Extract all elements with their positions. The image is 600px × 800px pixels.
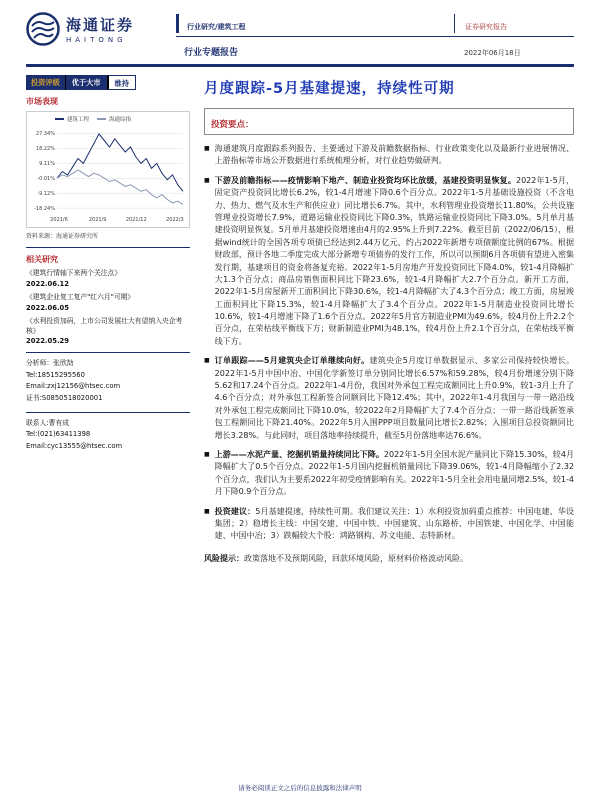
header-rule bbox=[26, 64, 574, 67]
related-item bbox=[26, 293, 190, 312]
report-header bbox=[26, 12, 574, 59]
brand-block bbox=[26, 12, 176, 46]
svg-text:27.34%: 27.34% bbox=[35, 131, 55, 138]
bullet-lead: 投资建议： bbox=[214, 506, 256, 516]
bullet-marker-icon: ■ bbox=[204, 357, 210, 365]
bullet-text: 海通建筑月度跟踪系列报告、主要通过下游及前瞻数据指标、行业政策变化以及最新行业进展情况、上游指标等市场公开数据进行系统梳理分析，对行业趋势做研判。 bbox=[214, 144, 574, 166]
chart-legend bbox=[29, 115, 187, 123]
svg-text:2021/12: 2021/12 bbox=[125, 217, 147, 223]
related-item-date: 2022.06.05 bbox=[26, 303, 69, 312]
brand-name-cn: 海通证券 bbox=[66, 16, 135, 34]
market-chart bbox=[26, 111, 190, 228]
bullet-marker-icon: ■ bbox=[204, 145, 210, 152]
related-item-date: 2022.06.12 bbox=[26, 279, 69, 288]
legend-label-1: 建筑工程 bbox=[67, 117, 90, 123]
main-content bbox=[204, 75, 574, 565]
report-category: 行业研究/建筑工程 bbox=[187, 23, 246, 31]
highlights-list bbox=[204, 143, 574, 543]
rating-bar bbox=[26, 75, 190, 90]
sidebar-divider bbox=[26, 352, 190, 353]
report-date: 2022年06月18日 bbox=[464, 49, 521, 57]
risk-label: 风险提示： bbox=[204, 553, 244, 563]
analyst-email: Email:zxj12156@htsec.com bbox=[26, 382, 121, 391]
brand-text bbox=[66, 14, 134, 44]
rating-status: 维持 bbox=[107, 75, 136, 90]
haitong-logo-icon bbox=[26, 12, 60, 46]
contact-name: 联系人:曹有成 bbox=[26, 418, 70, 427]
contact-tel: Tel:(021)63411398 bbox=[26, 430, 91, 439]
related-item-title: 《建筑企业复工复产"红六月"可期》 bbox=[26, 292, 135, 301]
sidebar-divider bbox=[26, 412, 190, 413]
risk-text: 政策落地不及预期风险，回款环境风险，原材料价格波动风险。 bbox=[244, 553, 468, 563]
svg-text:2021/6: 2021/6 bbox=[50, 217, 68, 223]
related-item bbox=[26, 269, 190, 288]
related-item-title: 《水利投资加码，上市公司发展壮大有望纳入央企考核》 bbox=[26, 316, 183, 335]
disclaimer-footer: 请务必阅读正文之后的信息披露和法律声明 bbox=[238, 784, 362, 792]
svg-text:-18.24%: -18.24% bbox=[34, 205, 55, 212]
report-type: 行业专题报告 bbox=[184, 48, 239, 58]
risk-warning bbox=[204, 553, 574, 565]
bullet-text: 2022年1-5月，固定资产投资同比增长6.2%，较1-4月增速下降0.6个百分点。2022年1-5月基础设施投资（不含电力、热力、燃气及水生产和供应业）同比增长6.7%。其中，水利管理业投资增长11.80%，公共设施管理业投资增长7.9%，道路运输业投资同比下降0.3%，铁路运输业投资同比下降3.0%。5月单月基建投资明显恢复。5月单月基建投资增速由4月的2.95%上升到7.22%。截至目前（2022/06/15），根据wind统计的全国各项专项债已经达到2.44万亿元，约占2022年新增专项债额度比例的67%。根据财政部，预计各地二季度完成大部分新增专项债券的发行工作，所以可以预期6月各项债有望进入密集发行期，基建项目的资金将备复充裕。2022年1-5月房地产开发投资同比下降4.0%，较1-4月降幅扩大1.3个百分点；商品房销售面积同比下降23.6%，较1-4月降幅扩大2.7个百分点。新开工方面，2022年1-5月房屋新开工面积同比下降30.6%，较1-4月降幅扩大了4.3个百分点；竣工方面，房屋竣工面积同比下降15.3%，较1-4月降幅扩大了3.4个百分点。2022年1-5月制造业投资同比增长10.6%，较1-4月增速下降了1.6个百分点。2022年5月官方制造业PMI为49.6%，较4月份上升2.2个百分点，在荣枯线平衡线下方；财新制造业PMI为48.1%，较4月份上升2.1个百分点，在荣枯线平衡线下方。 bbox=[214, 175, 574, 346]
sidebar-divider bbox=[26, 247, 190, 248]
svg-text:18.22%: 18.22% bbox=[35, 146, 55, 153]
rating-label: 投资评级 bbox=[26, 75, 65, 90]
contact-email: Email:cyc13555@htsec.com bbox=[26, 441, 123, 450]
svg-text:2021/9: 2021/9 bbox=[88, 217, 107, 223]
related-item bbox=[26, 317, 190, 346]
legend-label-2: 海通综指 bbox=[109, 117, 132, 123]
legend-swatch-1 bbox=[55, 118, 64, 120]
bullet-marker-icon: ■ bbox=[204, 507, 210, 515]
analyst-tel: Tel:18515295560 bbox=[26, 370, 85, 379]
market-chart-svg bbox=[29, 124, 187, 224]
report-series-label: 证券研究报告 bbox=[465, 23, 507, 31]
brand-name-en: HAITONG bbox=[66, 36, 127, 44]
bullet-text: 建筑央企5月度订单数据显示、多家公司保持较快增长。2022年1-5月中国中冶、中国化学新签订单分别同比增长6.57%和59.28%，较4月份增速分别下降5.62和17.24个百分点。2022年1-4月份，我国对外承包工程完成额同比上升0.9%，较1-3月上升了4.6个百分点；对外承包工程新签合同额同比下降12.4%；其中，2022年1-4月我国与一带一路沿线对外承包工程完成额同比下降10.0%，较2022年2月降幅扩大了7.4个百分点；一带一路沿线新签承包工程额同比下降21.40%。2022年5月入围PPP项目数量同比增长2.82%；入围项目总投资额同比增长3.28%。与此同时，项目落地率持续提升，截至5月份落地率达76.6%。 bbox=[214, 356, 574, 440]
bullet-text: 2022年1-5月全国水泥产量同比下降15.30%，较4月降幅扩大了0.5个百分点。2022年1-5月国内挖掘机销量同比下降39.06%，较1-4月降幅缩小了2.32个百分点，我们认为主要系2022年初受疫情影响有关。2022年1-5月全社会用电量同增2.5%，较1-4月下降0.9个百分点。 bbox=[214, 449, 574, 497]
analyst-name: 分析师：张欣劼 bbox=[26, 359, 74, 368]
sidebar bbox=[26, 75, 190, 565]
svg-text:2022/3: 2022/3 bbox=[166, 217, 184, 223]
list-item bbox=[204, 355, 574, 442]
bullet-text: 5月基建提速，持续性可期。我们建议关注：1）水利投资加码重点推荐：中国电建、华设集团；2）稳增长主线：中国交建、中国中铁、中国建筑、山东路桥、中国铁建、中国化学、中国能建、中国中冶；3）跌幅较大个股：鸿路钢构、苏文电能、志特新材。 bbox=[214, 506, 574, 541]
related-research-title: 相关研究 bbox=[26, 255, 58, 264]
list-item bbox=[204, 175, 574, 348]
svg-text:-0.01%: -0.01% bbox=[37, 176, 55, 183]
bullet-lead: 订单跟踪——5月建筑央企订单继续向好。 bbox=[214, 356, 370, 366]
rating-value: 优于大市 bbox=[65, 75, 107, 90]
list-item bbox=[204, 506, 574, 543]
market-performance-title: 市场表现 bbox=[26, 97, 58, 106]
bullet-lead: 上游——水泥产量、挖掘机销量持续同比下降。 bbox=[214, 449, 384, 459]
bullet-marker-icon: ■ bbox=[204, 176, 210, 184]
svg-text:9.11%: 9.11% bbox=[39, 161, 55, 168]
svg-text:-9.12%: -9.12% bbox=[37, 190, 55, 197]
analyst-cert: 证书:S0850518020001 bbox=[26, 394, 103, 403]
related-item-title: 《建筑行情轴下来两个关注点》 bbox=[26, 269, 122, 277]
bullet-lead: 下游及前瞻指标——疫情影响下地产、制造业投资均环比放缓，基建投资明显恢复。 bbox=[214, 175, 516, 185]
highlights-box bbox=[204, 108, 574, 135]
legend-swatch-2 bbox=[97, 118, 106, 120]
page-title: 月度跟踪-5月基建提速，持续性可期 bbox=[204, 81, 455, 97]
related-item-date: 2022.05.29 bbox=[26, 337, 69, 346]
list-item bbox=[204, 143, 574, 168]
header-columns bbox=[176, 14, 574, 59]
bullet-marker-icon: ■ bbox=[204, 450, 210, 458]
highlights-label: 投资要点： bbox=[211, 120, 254, 130]
chart-source: 资料来源：海通证券研究所 bbox=[26, 233, 99, 240]
list-item bbox=[204, 449, 574, 499]
